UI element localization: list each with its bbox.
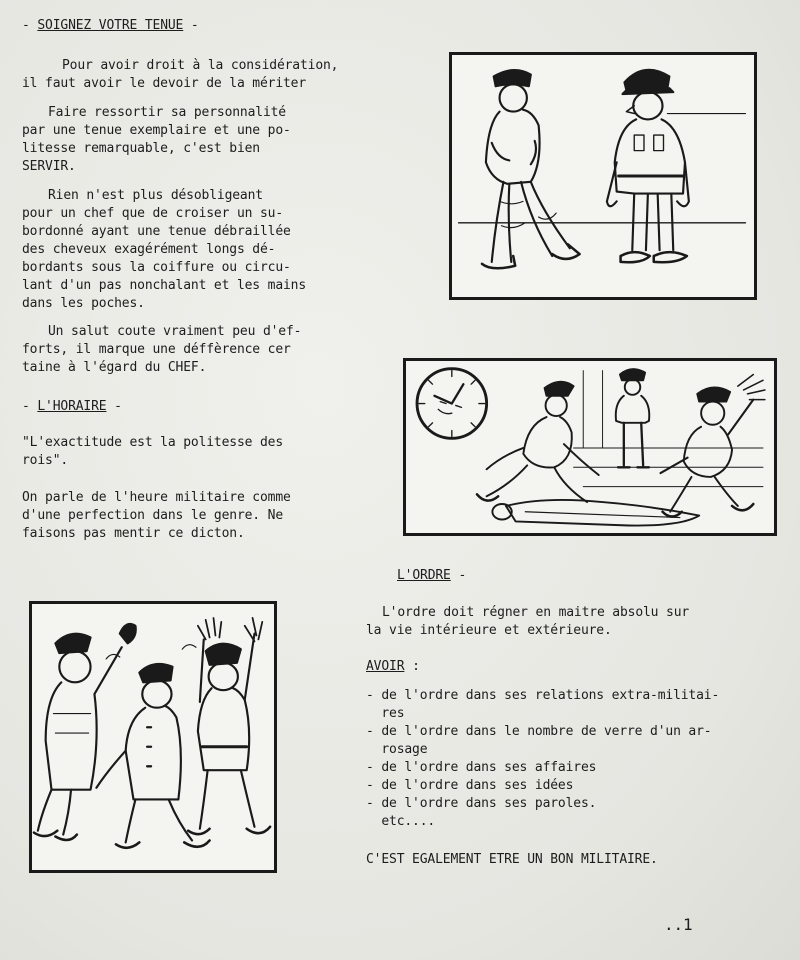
horaire-body-line1: On parle de l'heure militaire comme — [22, 490, 291, 505]
ordre-list-item: - de l'ordre dans le nombre de verre d'un ar- — [366, 724, 712, 739]
tenue-para2-line2: par une tenue exemplaire et une po- — [22, 123, 291, 138]
tenue-para2-line4: SERVIR. — [22, 159, 76, 174]
horaire-quote-line2: rois". — [22, 453, 69, 468]
brawling-soldiers-drawing — [32, 604, 274, 870]
ordre-list-item: - de l'ordre dans ses relations extra-militai- — [366, 688, 720, 703]
section-heading-tenue: - SOIGNEZ VOTRE TENUE - — [22, 18, 199, 33]
tenue-para4-line1: Un salut coute vraiment peu d'ef- — [48, 324, 302, 339]
saluting-soldiers-drawing — [452, 55, 754, 297]
tenue-para3-line7: dans les poches. — [22, 296, 145, 311]
tenue-para3-line6: lant d'un pas nonchalant et les mains — [22, 278, 307, 293]
tenue-para4-line3: taine à l'égard du CHEF. — [22, 360, 207, 375]
section-heading-horaire: - L'HORAIRE - — [22, 399, 122, 414]
ordre-list-item: res — [366, 706, 405, 721]
tenue-para4-line2: forts, il marque une déffèrence cer — [22, 342, 291, 357]
section-heading-ordre: L'ORDRE - — [397, 568, 467, 583]
page-number: ..1 — [664, 915, 693, 934]
ordre-intro-line2: la vie intérieure et extérieure. — [366, 623, 612, 638]
ordre-list-item: - de l'ordre dans ses idées — [366, 778, 574, 793]
horaire-body-line3: faisons pas mentir ce dicton. — [22, 526, 245, 541]
tenue-para1-line2: il faut avoir le devoir de la mériter — [22, 76, 307, 91]
tenue-para2-line1: Faire ressortir sa personnalité — [48, 105, 286, 120]
tenue-para3-line4: des cheveux exagérément longs dé- — [22, 242, 276, 257]
horaire-quote-line1: "L'exactitude est la politesse des — [22, 435, 284, 450]
ordre-intro-line1: L'ordre doit régner en maitre absolu sur — [382, 605, 690, 620]
tenue-para3-line3: bordonné ayant une tenue débraillée — [22, 224, 291, 239]
ordre-closing: C'EST EGALEMENT ETRE UN BON MILITAIRE. — [366, 852, 658, 867]
tenue-para3-line5: bordants sous la coiffure ou circu- — [22, 260, 291, 275]
avoir-label: AVOIR : — [366, 659, 420, 674]
late-soldiers-clock-illustration — [403, 358, 777, 536]
tenue-para1-line1: Pour avoir droit à la considération, — [62, 58, 339, 73]
saluting-soldiers-illustration — [449, 52, 757, 300]
tenue-para3-line2: pour un chef que de croiser un su- — [22, 206, 284, 221]
tenue-para3-line1: Rien n'est plus désobligeant — [48, 188, 263, 203]
ordre-list-item: - de l'ordre dans ses paroles. — [366, 796, 597, 811]
ordre-list-item: rosage — [366, 742, 428, 757]
late-soldiers-clock-drawing — [406, 361, 774, 533]
ordre-list-item: - de l'ordre dans ses affaires — [366, 760, 597, 775]
tenue-para2-line3: litesse remarquable, c'est bien — [22, 141, 260, 156]
ordre-list-item: etc.... — [366, 814, 436, 829]
brawling-soldiers-illustration — [29, 601, 277, 873]
horaire-body-line2: d'une perfection dans le genre. Ne — [22, 508, 284, 523]
